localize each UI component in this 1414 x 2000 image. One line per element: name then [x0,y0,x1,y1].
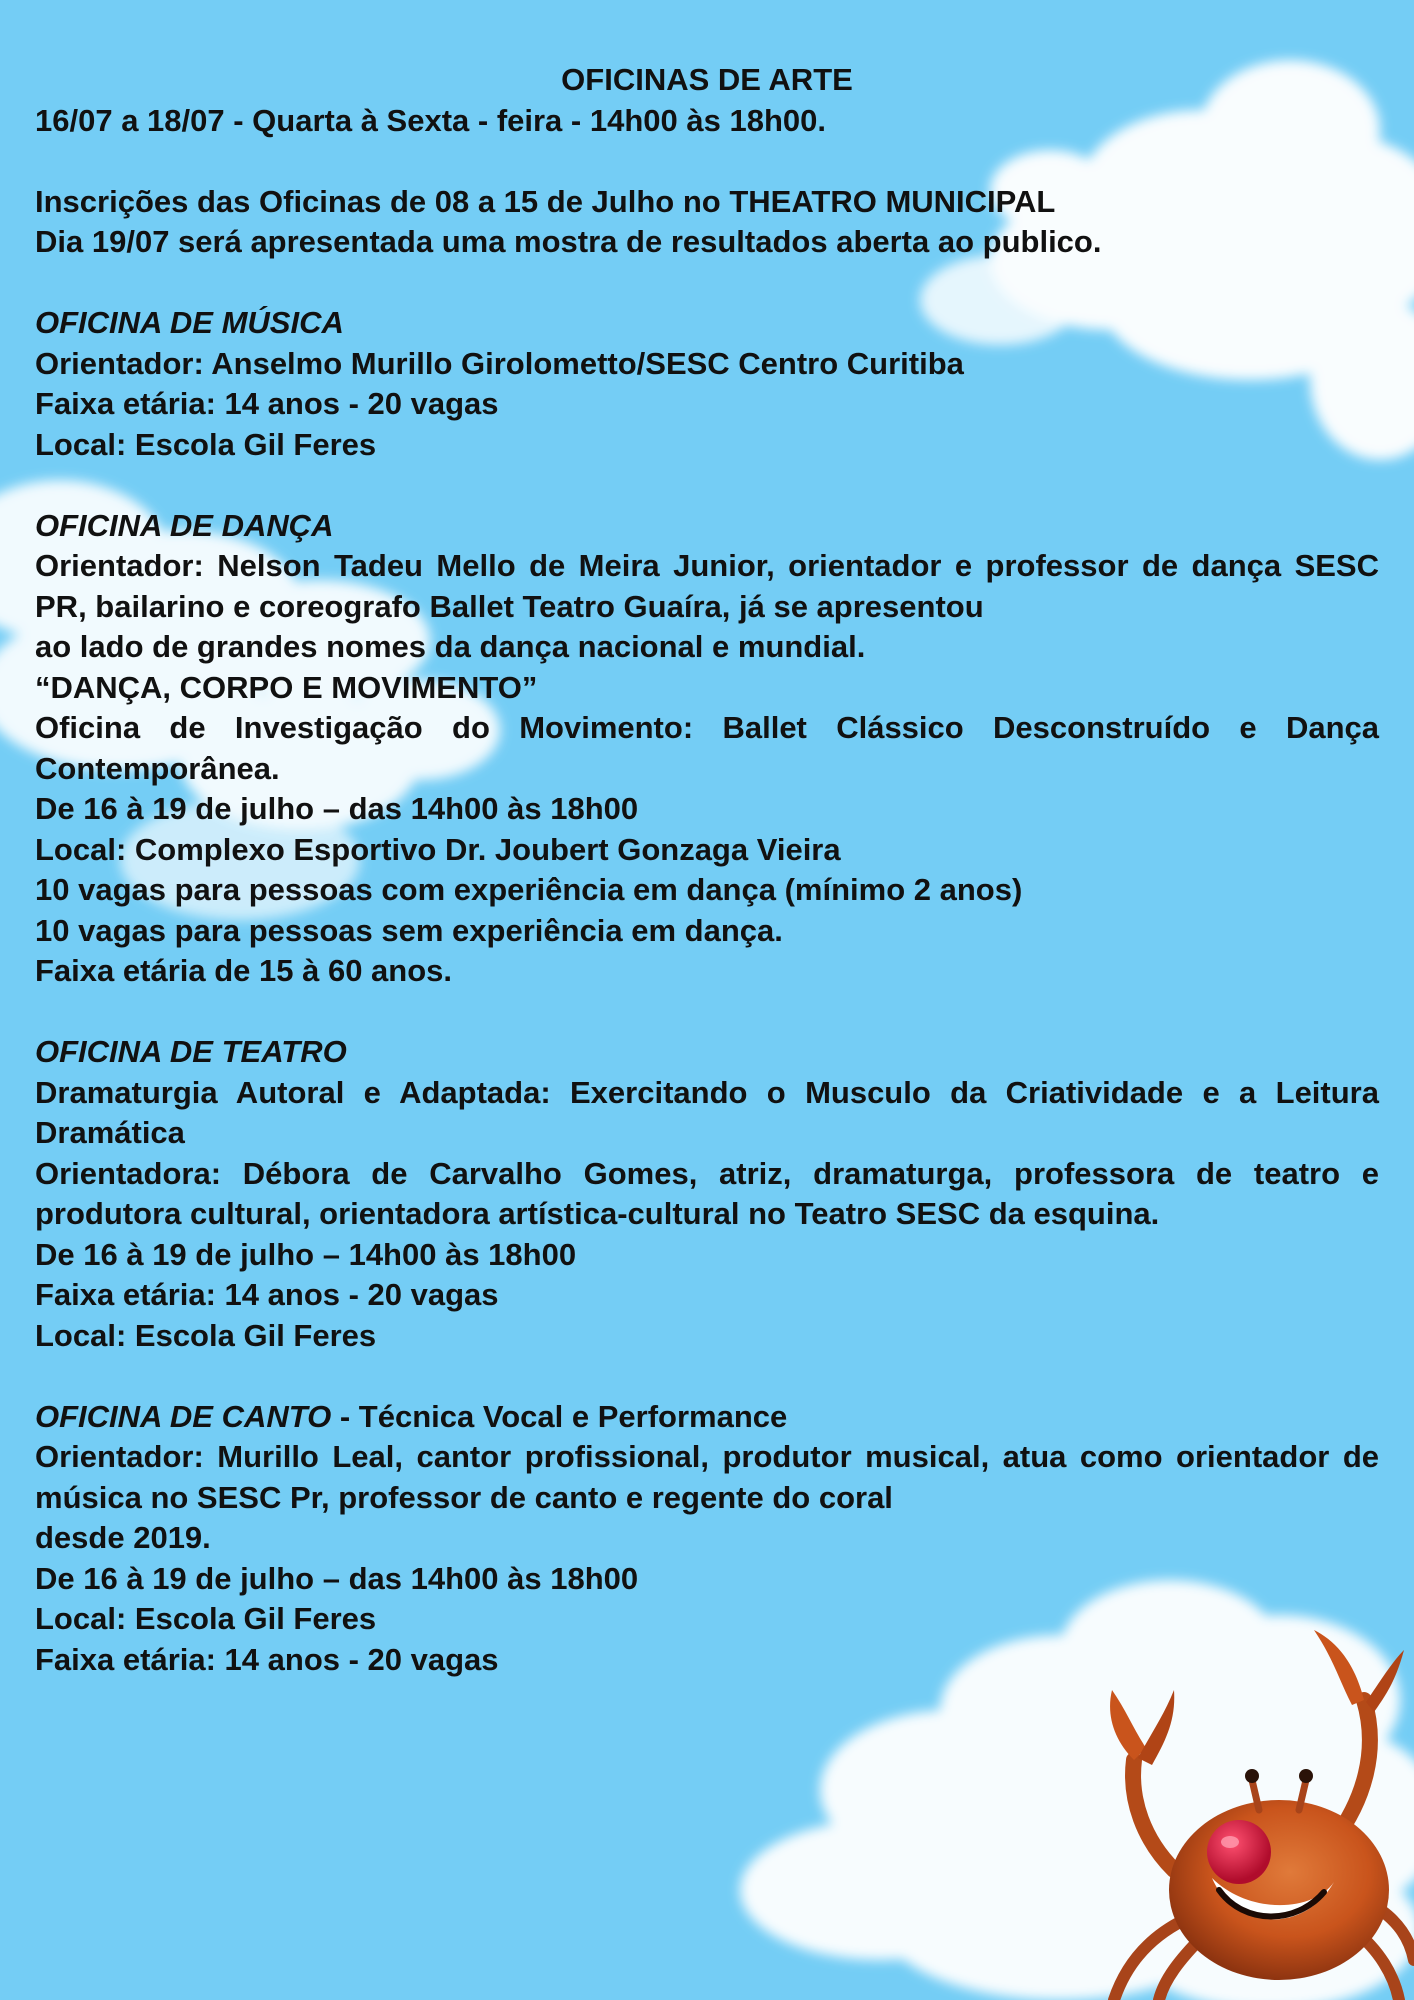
danca-orientador: Orientador: Nelson Tadeu Mello de Meira Junior, orientador e professor de dança SESC PR, bailarino e coreografo Ballet Teatro Guaíra, já se apresentou [35,548,1379,624]
musica-faixa: Faixa etária: 14 anos - 20 vagas [35,386,499,421]
section-title-musica: OFICINA DE MÚSICA [35,305,344,340]
teatro-local: Local: Escola Gil Feres [35,1317,377,1353]
canto-datas: De 16 à 19 de julho – das 14h00 às 18h00 [35,1560,639,1596]
section-danca [35,506,1379,992]
teatro-subtitle: Dramaturgia Autoral e Adaptada: Exercitando o Musculo da Criatividade e a Leitura Dramática [35,1074,1379,1150]
teatro-datas: De 16 à 19 de julho – 14h00 às 18h00 [35,1236,577,1272]
section-heading-canto [35,1397,1379,1438]
canto-local: Local: Escola Gil Feres [35,1601,377,1636]
canto-faixa: Faixa etária: 14 anos - 20 vagas [35,1641,499,1677]
danca-local: Local: Complexo Esportivo Dr. Joubert Gonzaga Vieira [35,831,841,867]
workshop-content [35,60,1379,1680]
danca-orientador-cont: ao lado de grandes nomes da dança nacional e mundial. [35,629,866,664]
section-title-canto: OFICINA DE CANTO [35,1398,332,1434]
section-teatro [35,1032,1379,1356]
teatro-faixa: Faixa etária: 14 anos - 20 vagas [35,1277,499,1312]
danca-faixa: Faixa etária de 15 à 60 anos. [35,953,453,988]
section-title-danca: OFICINA DE DANÇA [35,507,334,543]
showcase-line: Dia 19/07 será apresentada uma mostra de resultados aberta ao publico. [35,224,1102,259]
danca-descricao: Oficina de Investigação do Movimento: Ballet Clássico Desconstruído e Dança Contemporânea. [35,710,1379,786]
section-musica [35,303,1379,465]
danca-vagas-sem: 10 vagas para pessoas sem experiência em dança. [35,912,783,948]
dates-line: 16/07 a 18/07 - Quarta à Sexta - feira - 14h00 às 18h00. [35,102,826,138]
canto-title-suffix: - Técnica Vocal e Performance [331,1398,788,1434]
canto-orientador-cont: desde 2019. [35,1520,211,1555]
section-title-teatro: OFICINA DE TEATRO [35,1034,347,1069]
danca-datas: De 16 à 19 de julho – das 14h00 às 18h00 [35,791,639,826]
danca-subtitle: “DANÇA, CORPO E MOVIMENTO” [35,669,538,705]
danca-vagas-com: 10 vagas para pessoas com experiência em dança (mínimo 2 anos) [35,872,1023,907]
musica-local: Local: Escola Gil Feres [35,426,377,462]
inscriptions-line: Inscrições das Oficinas de 08 a 15 de Julho no THEATRO MUNICIPAL [35,183,1056,219]
clown-crab-icon [1034,1620,1414,2000]
musica-orientador: Orientador: Anselmo Murillo Girolometto/SESC Centro Curitiba [35,345,964,381]
page-title: OFICINAS DE ARTE [561,62,853,97]
teatro-orientadora: Orientadora: Débora de Carvalho Gomes, atriz, dramaturga, professora de teatro e produtora cultural, orientadora artística-cultural no Teatro SESC da esquina. [35,1155,1379,1231]
canto-orientador: Orientador: Murillo Leal, cantor profissional, produtor musical, atua como orientador de música no SESC Pr, professor de canto e regente do coral [35,1439,1379,1515]
